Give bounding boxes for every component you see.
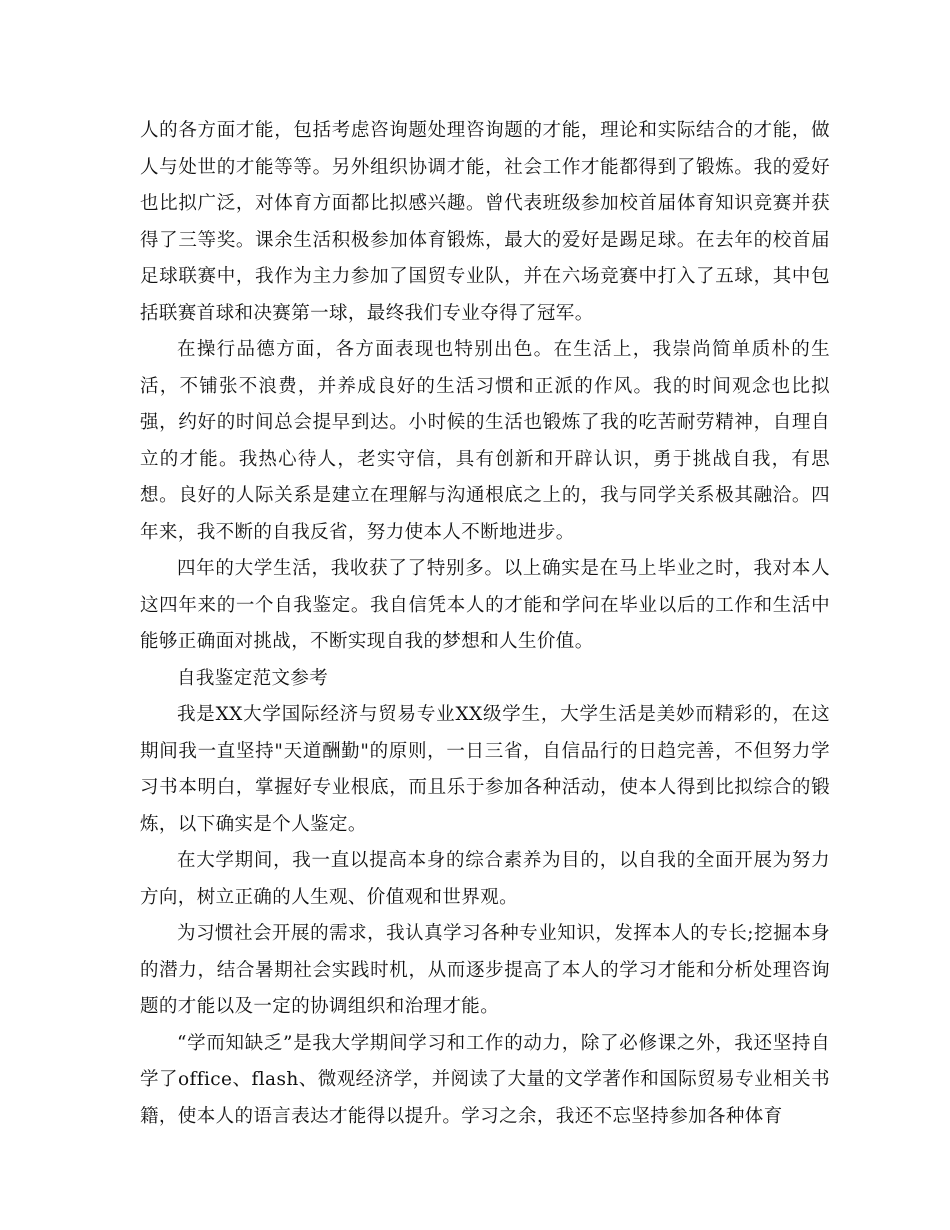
paragraph-learning: “学而知缺乏”是我大学期间学习和工作的动力，除了必修课之外，我还坚持自学了office、flash、微观经济学，并阅读了大量的文学著作和国际贸易专业相关书籍，使本人的语言表达才能得以提升。学习之余，我还不忘坚持参加各种体育	[140, 1032, 830, 1127]
paragraph-continuation: 人的各方面才能，包括考虑咨询题处理咨询题的才能，理论和实际结合的才能，做人与处世的才能等等。另外组织协调才能，社会工作才能都得到了锻炼。我的爱好也比拟广泛，对体育方面都比拟感兴趣。曾代表班级参加校首届体育知识竞赛并获得了三等奖。课余生活积极参加体育锻炼，最大的爱好是踢足球。在去年的校首届足球联赛中，我作为主力参加了国贸专业队，并在六场竞赛中打入了五球，其中包括联赛首球和决赛第一球，最终我们专业夺得了冠军。	[140, 120, 830, 324]
paragraph-conduct: 在操行品德方面，各方面表现也特别出色。在生活上，我崇尚简单质朴的生活，不铺张不浪费，并养成良好的生活习惯和正派的作风。我的时间观念也比拟强，约好的时间总会提早到达。小时候的生活也锻炼了我的吃苦耐劳精神，自理自立的才能。我热心待人，老实守信，具有创新和开辟认识，勇于挑战自我，有思想。良好的人际关系是建立在理解与沟通根底之上的，我与同学关系极其融洽。四年来，我不断的自我反省，努力使本人不断地进步。	[140, 339, 830, 543]
paragraph-goals: 在大学期间，我一直以提高本身的综合素养为目的，以自我的全面开展为努力方向，树立正确的人生观、价值观和世界观。	[140, 850, 830, 908]
document-body	[140, 113, 830, 1135]
paragraph-summary: 四年的大学生活，我收获了了特别多。以上确实是在马上毕业之时，我对本人这四年来的一个自我鉴定。我自信凭本人的才能和学问在毕业以后的工作和生活中能够正确面对挑战，不断实现自我的梦想和人生价值。	[140, 558, 830, 652]
section-heading: 自我鉴定范文参考	[177, 667, 329, 689]
paragraph-study: 为习惯社会开展的需求，我认真学习各种专业知识，发挥本人的专长;挖掘本身的潜力，结合暑期社会实践时机，从而逐步提高了本人的学习才能和分析处理咨询题的才能以及一定的协调组织和治理才能。	[140, 923, 830, 1017]
paragraph-intro: 我是XX大学国际经济与贸易专业XX级学生，大学生活是美妙而精彩的，在这期间我一直坚持"天道酬勤"的原则，一日三省，自信品行的日趋完善，不但努力学习书本明白，掌握好专业根底，而且乐于参加各种活动，使本人得到比拟综合的锻炼，以下确实是个人鉴定。	[140, 704, 830, 835]
